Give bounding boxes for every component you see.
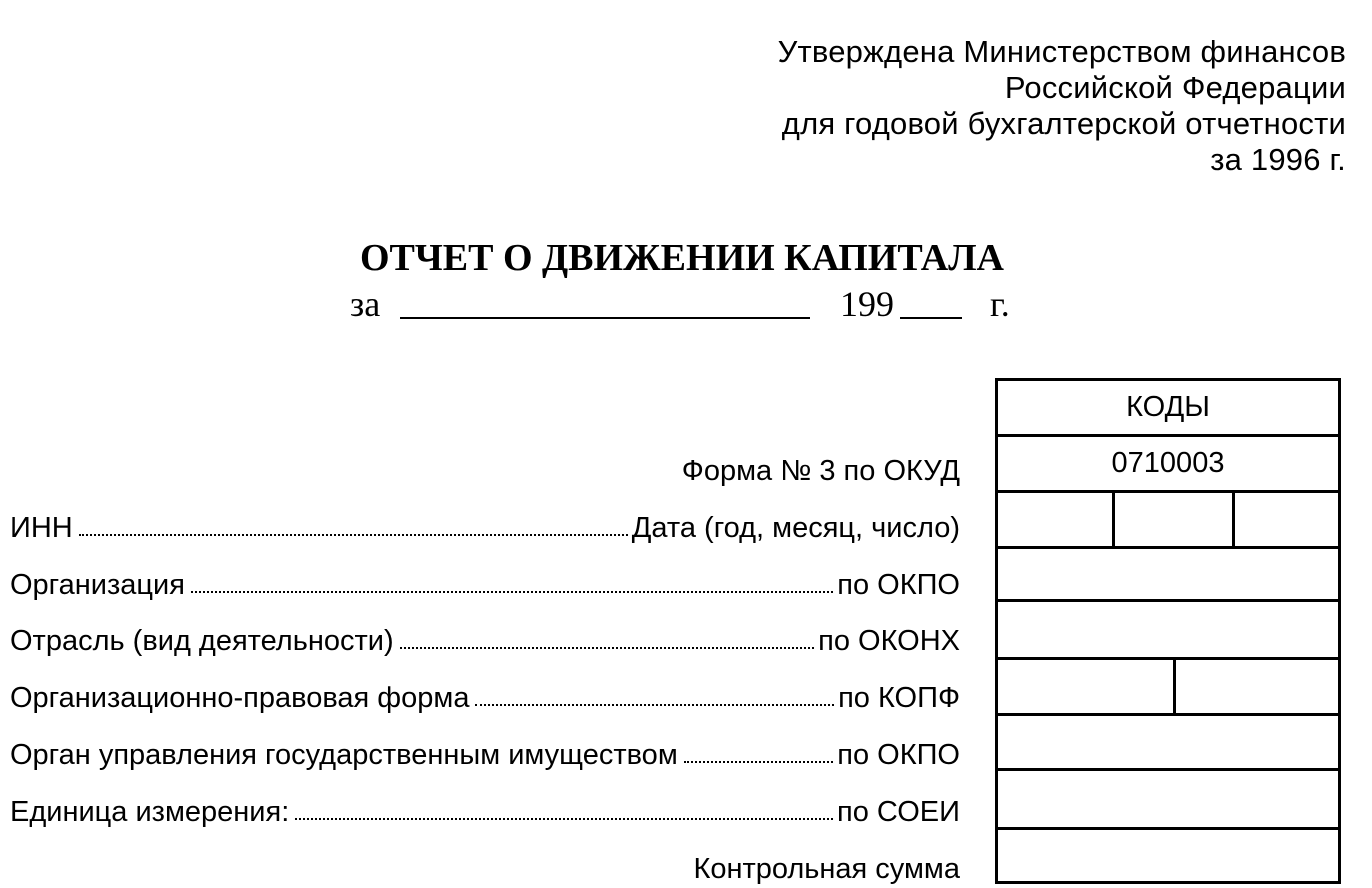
- organization-row: [10, 562, 960, 602]
- checksum-code-cell[interactable]: [998, 830, 1338, 881]
- legal-form-label: Организационно-правовая форма: [10, 682, 470, 714]
- legal-form-row: [10, 675, 960, 715]
- dot-leader: [475, 704, 834, 706]
- dot-leader: [684, 761, 833, 763]
- period-year-prefix: 199: [840, 284, 894, 324]
- period-prefix: за: [350, 284, 381, 324]
- cell-divider: [1173, 660, 1176, 713]
- unit-label: Единица измерения:: [10, 796, 290, 828]
- approval-line: за 1996 г.: [1210, 142, 1346, 177]
- okpo-management-code-cell[interactable]: [998, 716, 1338, 771]
- okud-code: 0710003: [998, 437, 1338, 493]
- checksum-row: [10, 846, 960, 886]
- okpo-code-cell[interactable]: [998, 549, 1338, 602]
- industry-label: Отрасль (вид деятельности): [10, 625, 394, 657]
- soei-code-cell[interactable]: [998, 771, 1338, 830]
- inn-row: [10, 505, 960, 545]
- period-suffix: г.: [990, 284, 1010, 324]
- period-month-field[interactable]: [400, 284, 810, 319]
- okonh-label: по ОКОНХ: [818, 625, 960, 657]
- cell-divider: [1232, 493, 1235, 546]
- okpo-label: по ОКПО: [837, 569, 960, 601]
- kopf-code-cell[interactable]: [998, 660, 1338, 716]
- unit-row: [10, 789, 960, 829]
- organization-label: Организация: [10, 569, 185, 601]
- management-body-label: Орган управления государственным имуществом: [10, 739, 678, 771]
- cell-divider: [1112, 493, 1115, 546]
- okud-row: [10, 448, 960, 488]
- date-code-cell[interactable]: [998, 493, 1338, 549]
- okonh-code-cell[interactable]: [998, 602, 1338, 660]
- approval-line: Утверждена Министерством финансов: [777, 34, 1346, 69]
- management-body-row: [10, 732, 960, 772]
- okud-label: Форма № 3 по ОКУД: [681, 455, 960, 487]
- dot-leader: [400, 647, 815, 649]
- report-title: ОТЧЕТ О ДВИЖЕНИИ КАПИТАЛА: [360, 237, 1004, 279]
- industry-row: [10, 618, 960, 658]
- dot-leader: [79, 534, 628, 536]
- date-label: Дата (год, месяц, число): [631, 512, 960, 544]
- soei-label: по СОЕИ: [837, 796, 960, 828]
- approval-line: для годовой бухгалтерской отчетности: [781, 106, 1346, 141]
- codes-header: КОДЫ: [998, 381, 1338, 437]
- approval-line: Российской Федерации: [1004, 70, 1346, 105]
- inn-label: ИНН: [10, 512, 73, 544]
- kopf-label: по КОПФ: [838, 682, 960, 714]
- dot-leader: [191, 591, 833, 593]
- approval-note: [778, 34, 1346, 178]
- period-year-field[interactable]: [900, 284, 962, 319]
- checksum-label: Контрольная сумма: [693, 853, 960, 885]
- dot-leader: [295, 818, 833, 820]
- codes-table: [995, 378, 1341, 884]
- okpo-label: по ОКПО: [837, 739, 960, 771]
